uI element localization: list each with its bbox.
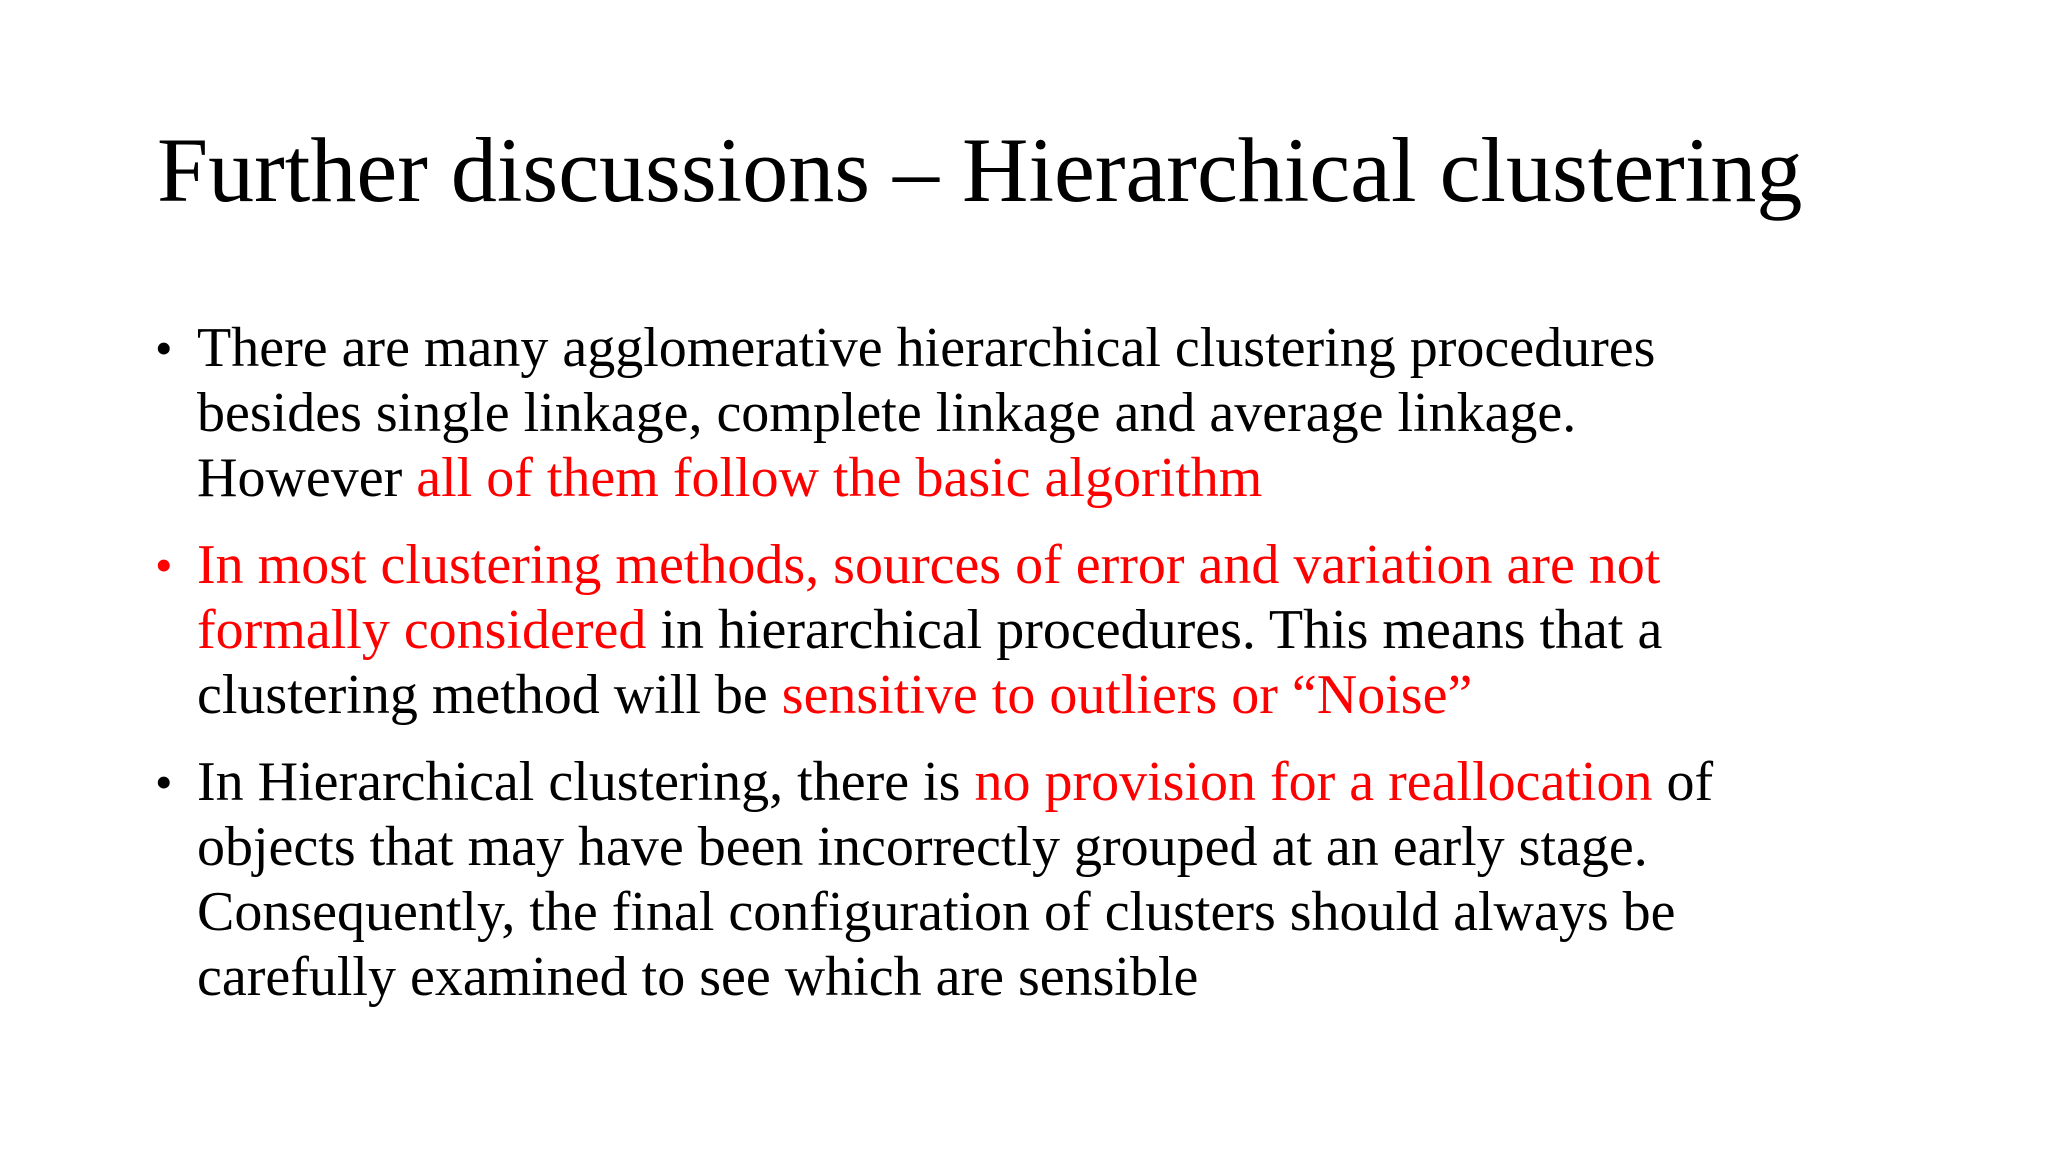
bullet-line (197, 598, 1955, 663)
body-text: In Hierarchical clustering, there is (197, 751, 975, 813)
body-text: There are many agglomerative hierarchical clustering procedures (197, 317, 1656, 379)
body-text: objects that may have been incorrectly grouped at an early stage. (197, 816, 1648, 878)
body-text: in hierarchical procedures. This means that a (646, 599, 1663, 661)
highlighted-text: all of them follow the basic algorithm (416, 447, 1263, 509)
body-text: Consequently, the final configuration of clusters should always be (197, 881, 1676, 943)
body-text: carefully examined to see which are sensible (197, 946, 1199, 1008)
bullet-icon: • (155, 754, 173, 810)
body-text: clustering method will be (197, 664, 782, 726)
bullet-line (197, 815, 1955, 880)
bullet-item (155, 750, 1955, 1010)
bullet-line (197, 750, 1955, 815)
bullet-line (197, 533, 1955, 598)
body-text: besides single linkage, complete linkage and average linkage. (197, 382, 1577, 444)
body-text: of (1652, 751, 1714, 813)
bullet-icon: • (155, 320, 173, 376)
bullet-list (155, 316, 1955, 1032)
bullet-item (155, 316, 1955, 511)
bullet-line (197, 663, 1955, 728)
bullet-item (155, 533, 1955, 728)
highlighted-text: no provision for a reallocation (974, 751, 1653, 813)
body-text: However (197, 447, 417, 509)
bullet-line (197, 316, 1955, 381)
highlighted-text: In most clustering methods, sources of error and variation are not (197, 534, 1661, 596)
bullet-line (197, 446, 1955, 511)
highlighted-text: sensitive to outliers or “Noise” (781, 664, 1473, 726)
bullet-line (197, 880, 1955, 945)
highlighted-text: formally considered (197, 599, 647, 661)
bullet-line (197, 381, 1955, 446)
bullet-icon: • (155, 537, 173, 593)
bullet-line (197, 945, 1955, 1010)
slide-title: Further discussions – Hierarchical clustering (157, 119, 1803, 221)
